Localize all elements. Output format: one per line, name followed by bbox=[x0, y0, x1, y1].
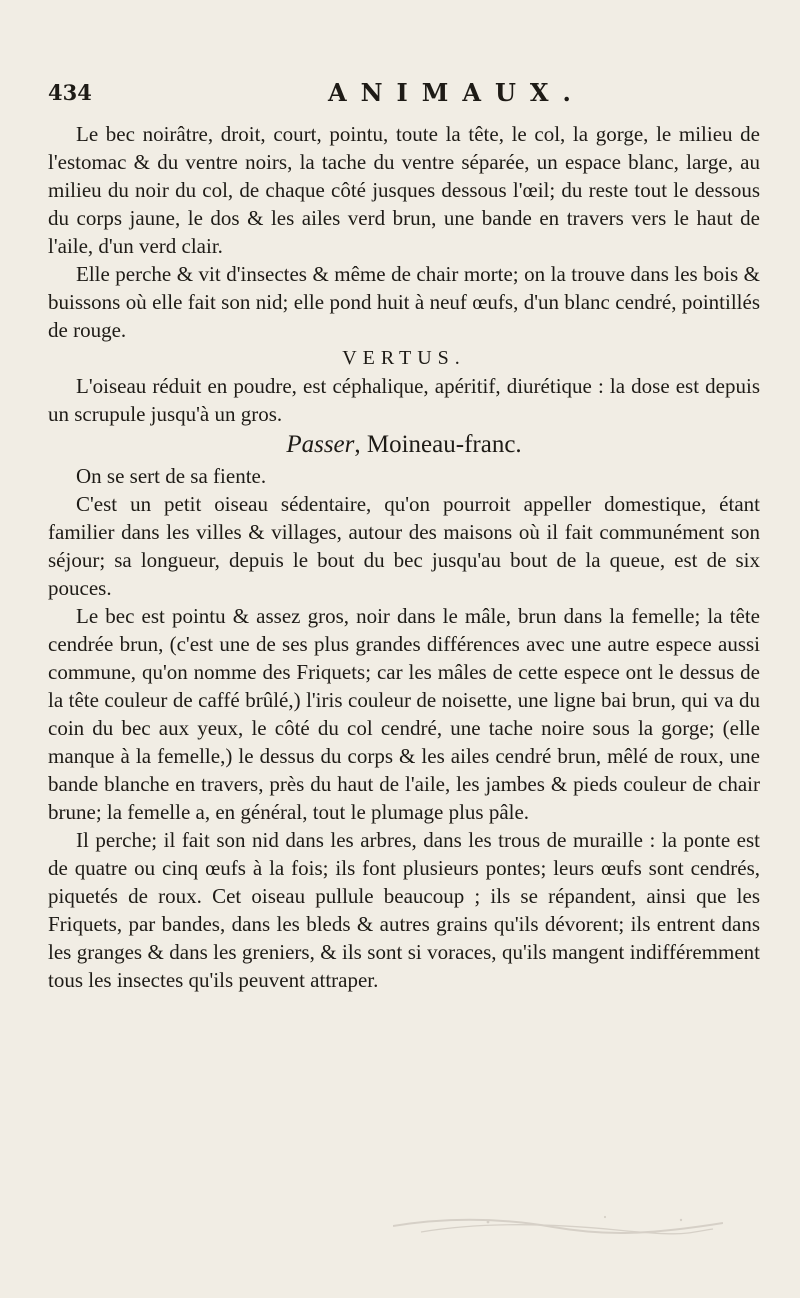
page-number: 434 bbox=[48, 80, 92, 105]
paragraph-habits: Elle perche & vit d'insectes & même de chair morte; on la trouve dans les bois & buissons où elle fait son nid; elle pond huit à neuf œufs, d'un blanc cendré, pointillés de rouge. bbox=[48, 262, 760, 342]
page-header bbox=[48, 78, 760, 120]
running-title: ANIMAUX. bbox=[328, 78, 585, 107]
species-title bbox=[48, 428, 760, 462]
species-latin-name: Passer bbox=[286, 431, 355, 458]
species-paragraph-habits: Il perche; il fait son nid dans les arbres, dans les trous de muraille : la ponte est de quatre ou cinq œufs à la fois; ils font plusieurs pontes; leurs œufs sont cendrés, piquetés de roux. Cet oiseau pullule beaucoup ; ils se répandent, ainsi que les Friquets, par bandes, dans les bleds & autres grains qu'ils dévorent; ils entrent dans les granges & dans les greniers, & ils sont si voraces, qu'ils mangent indifféremment tous les insectes qu'ils peuvent attraper. bbox=[48, 828, 760, 992]
species-common-name: Moineau-franc. bbox=[366, 431, 522, 458]
section-text: L'oiseau réduit en poudre, est céphalique, apéritif, diurétique : la dose est depuis un scrupule jusqu'à un gros. bbox=[48, 374, 760, 426]
species-separator: , bbox=[354, 431, 367, 458]
paragraph-description: Le bec noirâtre, droit, court, pointu, toute la tête, le col, la gorge, le milieu de l'estomac & du ventre noirs, la tache du ventre séparée, un espace blanc, large, au milieu du noir du col, de chaque côté jusques dessous l'œil; du reste tout le dessous du corps jaune, le dos & les ailes verd brun, une bande en travers vers le haut de l'aile, d'un verd clair. bbox=[48, 122, 760, 258]
species-paragraph-general: C'est un petit oiseau sédentaire, qu'on pourroit appeller domestique, étant familier dans les villes & villages, autour des maisons où il fait communément son séjour; sa longueur, depuis le bout du bec jusqu'au bout de la queue, est de six pouces. bbox=[48, 492, 760, 600]
page-content bbox=[48, 78, 760, 1258]
species-paragraph-description: Le bec est pointu & assez gros, noir dans le mâle, brun dans la femelle; la tête cendrée brun, (c'est une de ses plus grandes différences avec une autre espece aussi commune, qu'on nomme des Friquets; car les mâles de cette espece ont le dessus de la tête couleur de caffé brûlé,) l'iris couleur de noisette, une ligne bai brun, qui va du coin du bec aux yeux, le côté du col cendré, une tache noire sous la gorge; (elle manque à la femelle,) le dessus du corps & les ailes cendré brun, mêlé de roux, une bande blanche en travers, près du haut de l'aile, les jambes & pieds couleur de chair brune; la femelle a, en général, tout le plumage plus pâle. bbox=[48, 604, 760, 824]
species-paragraph-use: On se sert de sa fiente. bbox=[76, 464, 267, 488]
paper-stain bbox=[393, 1202, 723, 1237]
section-title: VERTUS. bbox=[342, 347, 466, 369]
